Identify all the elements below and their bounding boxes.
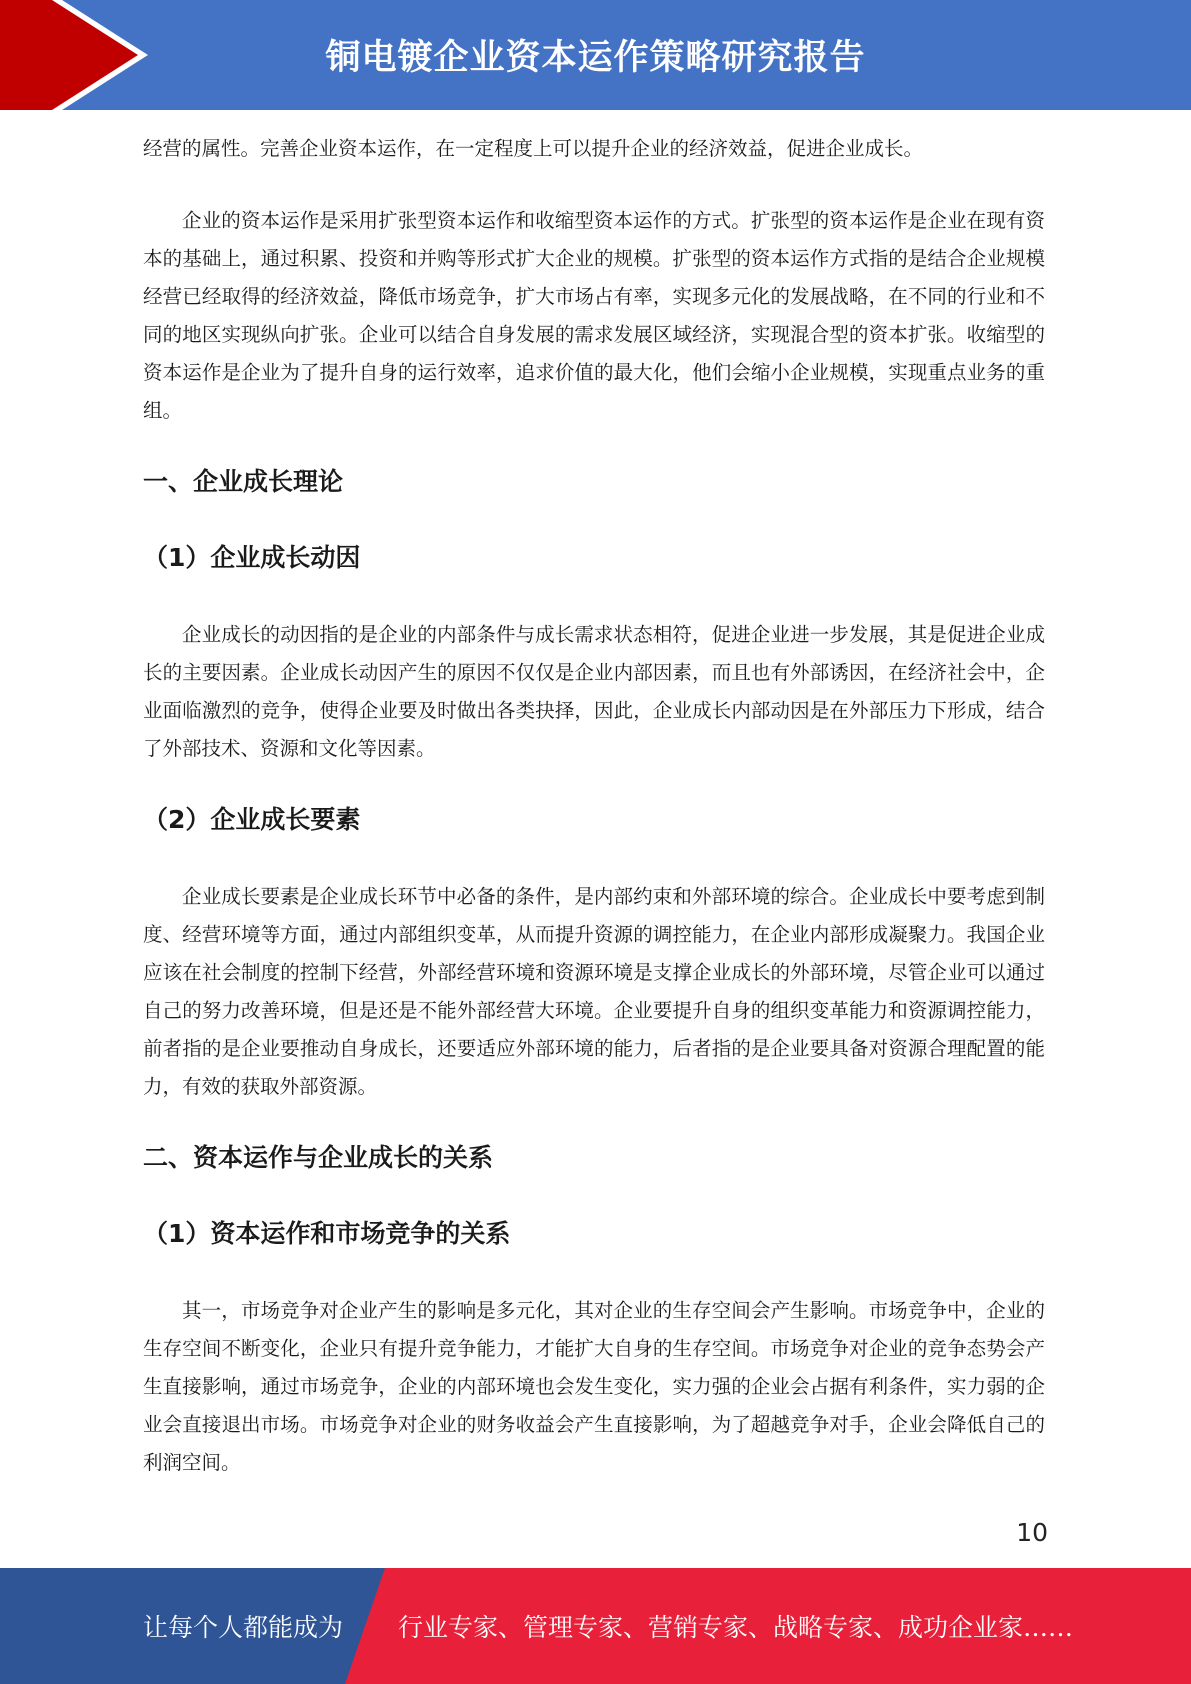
paragraph-growth-factors: 企业成长要素是企业成长环节中必备的条件，是内部约束和外部环境的综合。企业成长中要考虑到制度、经营环境等方面，通过内部组织变革，从而提升资源的调控能力，在企业内部形成凝聚力。我国企业应该在社会制度的控制下经营，外部经营环境和资源环境是支撑企业成长的外部环境，尽管企业可以通过自己的努力改善环境，但是还是不能外部经营大环境。企业要提升自身的组织变革能力和资源调控能力，前者指的是企业要推动自身成长，还要适应外部环境的能力，后者指的是企业要具备对资源合理配置的能力，有效的获取外部资源。 — [143, 885, 1045, 1098]
paragraph-growth-motive: 企业成长的动因指的是企业的内部条件与成长需求状态相符，促进企业进一步发展，其是促进企业成长的主要因素。企业成长动因产生的原因不仅仅是企业内部因素，而且也有外部诱因，在经济社会中，企业面临激烈的竞争，使得企业要及时做出各类抉择，因此，企业成长内部动因是在外部压力下形成，结合了外部技术、资源和文化等因素。 — [143, 623, 1045, 760]
section-heading-capital-growth-relation: 二、资本运作与企业成长的关系 — [143, 1143, 494, 1172]
subsection-heading-growth-motive: （1）企业成长动因 — [143, 543, 361, 572]
paragraph-market-competition: 其一，市场竞争对企业产生的影响是多元化，其对企业的生存空间会产生影响。市场竞争中，企业的生存空间不断变化，企业只有提升竞争能力，才能扩大自身的生存空间。市场竞争对企业的竞争态势会产生直接影响，通过市场竞争，企业的内部环境也会发生变化，实力强的企业会占据有利条件，实力弱的企业会直接退出市场。市场竞争对企业的财务收益会产生直接影响，为了超越竞争对手，企业会降低自己的利润空间。 — [143, 1299, 1045, 1474]
report-body — [143, 130, 1045, 1482]
page-number: 10 — [1016, 1518, 1048, 1547]
section-heading-growth-theory: 一、企业成长理论 — [143, 467, 344, 496]
footer-slogan-right: 行业专家、管理专家、营销专家、战略专家、成功企业家…… — [398, 1613, 1074, 1642]
paragraph-continuation: 经营的属性。完善企业资本运作，在一定程度上可以提升企业的经济效益，促进企业成长。 — [143, 137, 924, 160]
document-title: 铜电镀企业资本运作策略研究报告 — [325, 38, 866, 78]
subsection-heading-growth-factors: （2）企业成长要素 — [143, 805, 361, 834]
footer-slogan-left: 让每个人都能成为 — [143, 1613, 344, 1642]
paragraph-capital-operation: 企业的资本运作是采用扩张型资本运作和收缩型资本运作的方式。扩张型的资本运作是企业在现有资本的基础上，通过积累、投资和并购等形式扩大企业的规模。扩张型的资本运作方式指的是结合企业规模经营已经取得的经济效益，降低市场竞争，扩大市场占有率，实现多元化的发展战略，在不同的行业和不同的地区实现纵向扩张。企业可以结合自身发展的需求发展区域经济，实现混合型的资本扩张。收缩型的资本运作是企业为了提升自身的运行效率，追求价值的最大化，他们会缩小企业规模，实现重点业务的重组。 — [143, 209, 1045, 422]
header-band — [0, 0, 1191, 110]
subsection-heading-market-competition: （1）资本运作和市场竞争的关系 — [143, 1219, 511, 1248]
footer-band — [0, 1568, 1191, 1684]
